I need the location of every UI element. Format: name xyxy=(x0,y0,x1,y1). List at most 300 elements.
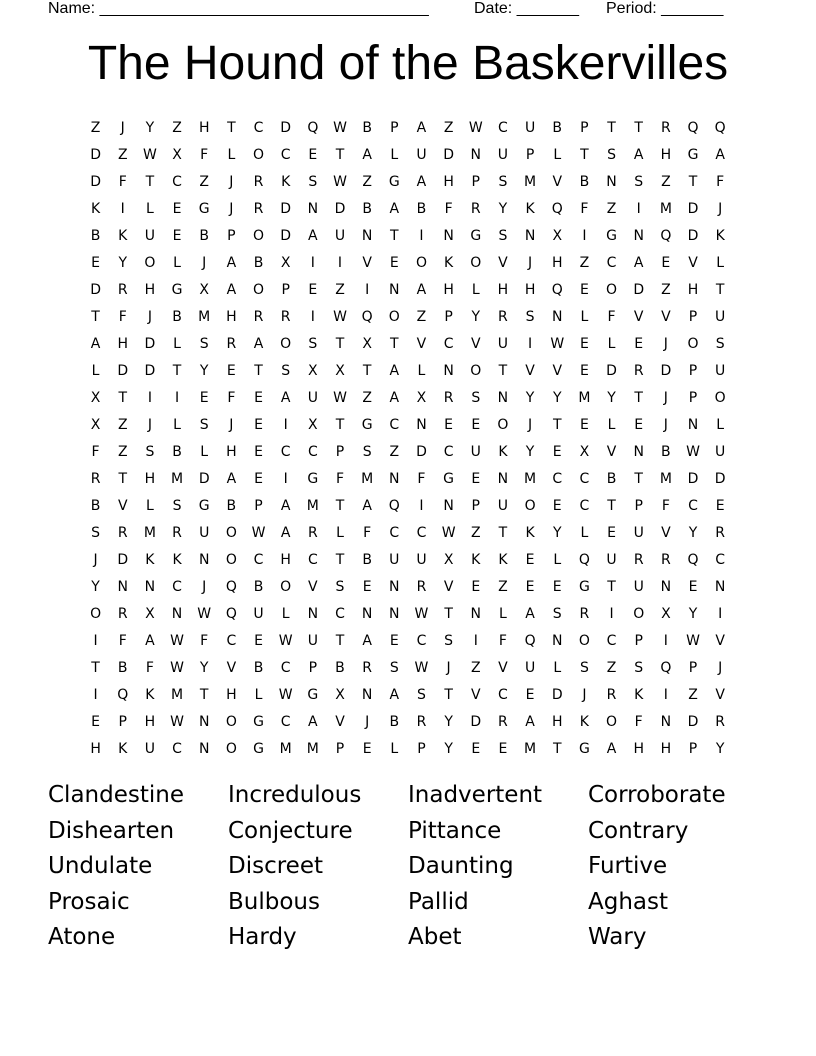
grid-letter[interactable]: F xyxy=(118,308,127,325)
grid-letter[interactable]: T xyxy=(607,119,616,136)
grid-letter[interactable]: J xyxy=(229,200,234,217)
grid-letter[interactable]: I xyxy=(663,686,668,703)
grid-letter[interactable]: U xyxy=(497,146,509,163)
grid-letter[interactable]: P xyxy=(471,497,480,514)
grid-letter[interactable]: V xyxy=(661,524,671,541)
grid-letter[interactable]: S xyxy=(444,632,454,649)
grid-letter[interactable]: L xyxy=(336,524,344,541)
grid-letter[interactable]: F xyxy=(200,632,209,649)
grid-letter[interactable]: C xyxy=(498,686,508,703)
grid-letter[interactable]: E xyxy=(552,497,562,514)
grid-letter[interactable]: U xyxy=(416,551,427,568)
grid-letter[interactable]: P xyxy=(580,119,589,136)
grid-letter[interactable]: Q xyxy=(307,119,319,136)
grid-letter[interactable]: G xyxy=(171,281,183,298)
grid-letter[interactable]: O xyxy=(606,713,618,730)
grid-letter[interactable]: H xyxy=(524,281,536,298)
grid-letter[interactable]: K xyxy=(525,200,535,217)
grid-letter[interactable]: E xyxy=(254,416,263,433)
grid-letter[interactable]: E xyxy=(172,200,182,217)
grid-letter[interactable]: G xyxy=(578,740,590,757)
grid-letter[interactable]: A xyxy=(280,389,291,406)
grid-letter[interactable]: Z xyxy=(606,659,617,676)
grid-letter[interactable]: V xyxy=(443,578,454,595)
grid-letter[interactable]: C xyxy=(579,497,590,514)
grid-letter[interactable]: N xyxy=(389,470,400,487)
grid-letter[interactable]: E xyxy=(254,470,263,487)
grid-letter[interactable]: Q xyxy=(660,659,672,676)
grid-letter[interactable]: E xyxy=(199,389,209,406)
grid-letter[interactable]: L xyxy=(499,605,507,622)
grid-letter[interactable]: C xyxy=(253,119,264,136)
grid-letter[interactable]: Q xyxy=(714,119,726,136)
grid-letter[interactable]: J xyxy=(663,416,668,433)
grid-letter[interactable]: Z xyxy=(470,659,481,676)
grid-letter[interactable]: N xyxy=(198,740,210,757)
grid-letter[interactable]: L xyxy=(145,200,154,217)
grid-letter[interactable]: G xyxy=(307,470,319,487)
grid-letter[interactable]: X xyxy=(416,389,427,406)
grid-letter[interactable]: J xyxy=(202,254,207,271)
grid-letter[interactable]: U xyxy=(633,524,644,541)
grid-letter[interactable]: T xyxy=(498,362,508,379)
grid-letter[interactable]: F xyxy=(335,470,345,487)
grid-letter[interactable]: M xyxy=(279,740,292,757)
grid-letter[interactable]: C xyxy=(443,443,454,460)
grid-letter[interactable]: J xyxy=(365,713,370,730)
grid-letter[interactable]: O xyxy=(225,713,237,730)
grid-letter[interactable]: H xyxy=(226,308,237,325)
grid-letter[interactable]: M xyxy=(143,524,156,541)
grid-letter[interactable]: I xyxy=(419,227,424,244)
grid-letter[interactable]: D xyxy=(144,335,156,352)
grid-letter[interactable]: W xyxy=(170,713,184,730)
grid-letter[interactable]: H xyxy=(144,281,156,298)
grid-letter[interactable]: J xyxy=(582,686,587,703)
grid-letter[interactable]: S xyxy=(579,659,589,676)
grid-letter[interactable]: T xyxy=(634,470,643,487)
grid-letter[interactable]: E xyxy=(91,713,100,730)
grid-letter[interactable]: F xyxy=(607,308,616,325)
grid-letter[interactable]: S xyxy=(715,335,725,352)
grid-letter[interactable]: O xyxy=(578,632,590,649)
grid-letter[interactable]: M xyxy=(659,470,672,487)
grid-letter[interactable]: Y xyxy=(145,119,155,136)
grid-letter[interactable]: O xyxy=(470,362,482,379)
grid-letter[interactable]: P xyxy=(254,497,263,514)
grid-letter[interactable]: R xyxy=(579,605,590,622)
grid-letter[interactable]: I xyxy=(609,605,614,622)
grid-letter[interactable]: Y xyxy=(715,740,725,757)
grid-letter[interactable]: I xyxy=(310,254,315,271)
grid-letter[interactable]: A xyxy=(226,254,237,271)
grid-letter[interactable]: Y xyxy=(118,254,128,271)
grid-letter[interactable]: H xyxy=(280,551,291,568)
grid-letter[interactable]: E xyxy=(525,578,535,595)
grid-letter[interactable]: D xyxy=(687,200,699,217)
grid-letter[interactable]: E xyxy=(226,362,236,379)
grid-letter[interactable]: U xyxy=(334,227,346,244)
grid-letter[interactable]: W xyxy=(278,632,293,649)
grid-letter[interactable]: V xyxy=(552,362,563,379)
grid-letter[interactable]: C xyxy=(307,443,318,460)
grid-letter[interactable]: L xyxy=(173,416,181,433)
grid-letter[interactable]: W xyxy=(333,308,347,325)
grid-letter[interactable]: A xyxy=(389,686,400,703)
grid-letter[interactable]: Y xyxy=(552,524,562,541)
grid-letter[interactable]: D xyxy=(280,119,292,136)
grid-letter[interactable]: B xyxy=(362,200,372,217)
grid-letter[interactable]: Q xyxy=(551,281,563,298)
grid-letter[interactable]: U xyxy=(497,497,509,514)
grid-letter[interactable]: W xyxy=(441,524,456,541)
grid-letter[interactable]: L xyxy=(227,146,236,163)
grid-letter[interactable]: F xyxy=(145,659,154,676)
grid-letter[interactable]: O xyxy=(388,308,400,325)
grid-letter[interactable]: B xyxy=(335,659,345,676)
grid-letter[interactable]: R xyxy=(117,524,128,541)
grid-letter[interactable]: K xyxy=(715,227,725,244)
grid-letter[interactable]: K xyxy=(634,686,644,703)
grid-letter[interactable]: H xyxy=(551,713,563,730)
grid-letter[interactable]: A xyxy=(416,281,427,298)
grid-letter[interactable]: T xyxy=(552,740,562,757)
grid-letter[interactable]: O xyxy=(225,740,237,757)
grid-letter[interactable]: A xyxy=(362,146,372,163)
grid-letter[interactable]: E xyxy=(254,443,263,460)
grid-letter[interactable]: A xyxy=(226,281,237,298)
grid-letter[interactable]: X xyxy=(579,443,590,460)
grid-letter[interactable]: N xyxy=(443,497,454,514)
grid-letter[interactable]: T xyxy=(607,497,616,514)
grid-letter[interactable]: X xyxy=(362,335,372,352)
grid-letter[interactable]: V xyxy=(226,659,237,676)
grid-letter[interactable]: O xyxy=(253,227,265,244)
grid-letter[interactable]: O xyxy=(687,335,699,352)
grid-letter[interactable]: B xyxy=(362,551,372,568)
grid-letter[interactable]: D xyxy=(117,362,129,379)
grid-letter[interactable]: R xyxy=(498,308,508,325)
grid-letter[interactable]: J xyxy=(229,173,234,190)
grid-letter[interactable]: Z xyxy=(172,119,182,136)
grid-letter[interactable]: R xyxy=(660,551,671,568)
grid-letter[interactable]: O xyxy=(524,497,536,514)
grid-letter[interactable]: I xyxy=(174,389,180,406)
grid-letter[interactable]: F xyxy=(444,200,453,217)
grid-letter[interactable]: M xyxy=(524,470,537,487)
grid-letter[interactable]: T xyxy=(118,470,128,487)
grid-letter[interactable]: H xyxy=(660,740,672,757)
grid-letter[interactable]: A xyxy=(308,227,318,244)
grid-letter[interactable]: Z xyxy=(117,443,128,460)
grid-letter[interactable]: U xyxy=(606,551,617,568)
grid-letter[interactable]: R xyxy=(443,389,454,406)
grid-letter[interactable]: A xyxy=(389,362,400,379)
grid-letter[interactable]: R xyxy=(253,308,264,325)
grid-letter[interactable]: N xyxy=(470,146,481,163)
grid-letter[interactable]: B xyxy=(253,578,264,595)
grid-letter[interactable]: O xyxy=(225,524,237,541)
grid-letter[interactable]: E xyxy=(661,254,671,271)
grid-letter[interactable]: E xyxy=(254,389,263,406)
grid-letter[interactable]: B xyxy=(253,254,264,271)
grid-letter[interactable]: D xyxy=(687,470,699,487)
grid-letter[interactable]: H xyxy=(551,254,563,271)
grid-letter[interactable]: T xyxy=(580,146,589,163)
grid-letter[interactable]: F xyxy=(200,146,209,163)
grid-letter[interactable]: K xyxy=(118,227,128,244)
grid-letter[interactable]: O xyxy=(253,146,265,163)
grid-letter[interactable]: C xyxy=(579,470,590,487)
grid-letter[interactable]: W xyxy=(197,605,212,622)
grid-letter[interactable]: T xyxy=(688,173,698,190)
grid-letter[interactable]: R xyxy=(253,173,264,190)
grid-letter[interactable]: S xyxy=(498,227,508,244)
grid-letter[interactable]: F xyxy=(91,443,100,460)
grid-letter[interactable]: R xyxy=(633,362,644,379)
grid-letter[interactable]: T xyxy=(145,173,155,190)
grid-letter[interactable]: M xyxy=(659,200,672,217)
grid-letter[interactable]: E xyxy=(389,254,399,271)
grid-letter[interactable]: Y xyxy=(199,362,209,379)
grid-letter[interactable]: R xyxy=(307,524,318,541)
grid-letter[interactable]: L xyxy=(145,497,154,514)
grid-letter[interactable]: I xyxy=(147,389,152,406)
grid-letter[interactable]: U xyxy=(524,119,536,136)
grid-letter[interactable]: G xyxy=(198,200,210,217)
grid-letter[interactable]: L xyxy=(580,308,589,325)
grid-letter[interactable]: N xyxy=(117,578,128,595)
grid-letter[interactable]: L xyxy=(553,659,562,676)
grid-letter[interactable]: H xyxy=(443,173,454,190)
grid-letter[interactable]: N xyxy=(198,551,210,568)
grid-letter[interactable]: C xyxy=(498,119,508,136)
grid-letter[interactable]: N xyxy=(497,389,509,406)
grid-letter[interactable]: C xyxy=(172,173,182,190)
grid-letter[interactable]: H xyxy=(117,335,128,352)
grid-letter[interactable]: Y xyxy=(91,578,100,595)
grid-letter[interactable]: K xyxy=(579,713,589,730)
grid-letter[interactable]: E xyxy=(579,362,589,379)
grid-letter[interactable]: B xyxy=(117,659,128,676)
grid-letter[interactable]: V xyxy=(416,335,427,352)
grid-letter[interactable]: S xyxy=(362,443,372,460)
grid-letter[interactable]: L xyxy=(200,443,209,460)
grid-letter[interactable]: B xyxy=(661,443,671,460)
grid-letter[interactable]: Q xyxy=(225,578,237,595)
grid-letter[interactable]: N xyxy=(171,605,183,622)
grid-letter[interactable]: V xyxy=(715,686,725,703)
grid-letter[interactable]: R xyxy=(715,524,726,541)
grid-letter[interactable]: J xyxy=(663,389,668,406)
grid-letter[interactable]: P xyxy=(525,146,535,163)
grid-letter[interactable]: F xyxy=(118,173,127,190)
grid-letter[interactable]: W xyxy=(278,686,293,703)
grid-letter[interactable]: Q xyxy=(117,686,129,703)
grid-letter[interactable]: L xyxy=(607,416,616,433)
grid-letter[interactable]: E xyxy=(362,578,372,595)
grid-letter[interactable]: D xyxy=(633,281,645,298)
grid-letter[interactable]: I xyxy=(582,227,587,244)
name-field[interactable]: Name: _____________________________________ xyxy=(48,0,429,17)
grid-letter[interactable]: S xyxy=(607,146,616,163)
grid-letter[interactable]: Z xyxy=(199,173,209,190)
grid-letter[interactable]: W xyxy=(414,605,429,622)
grid-letter[interactable]: V xyxy=(335,713,345,730)
grid-letter[interactable]: E xyxy=(579,281,589,298)
grid-letter[interactable]: C xyxy=(416,632,427,649)
grid-letter[interactable]: Y xyxy=(525,389,535,406)
grid-letter[interactable]: C xyxy=(280,713,291,730)
grid-letter[interactable]: O xyxy=(253,281,265,298)
grid-letter[interactable]: P xyxy=(634,632,643,649)
grid-letter[interactable]: G xyxy=(443,470,455,487)
grid-letter[interactable]: X xyxy=(308,416,318,433)
grid-letter[interactable]: K xyxy=(498,551,508,568)
grid-letter[interactable]: V xyxy=(661,308,671,325)
grid-letter[interactable]: A xyxy=(226,470,237,487)
grid-letter[interactable]: Q xyxy=(225,605,237,622)
grid-letter[interactable]: N xyxy=(497,470,509,487)
grid-letter[interactable]: B xyxy=(172,443,182,460)
grid-letter[interactable]: T xyxy=(634,389,643,406)
grid-letter[interactable]: I xyxy=(365,281,370,298)
grid-letter[interactable]: I xyxy=(528,335,533,352)
grid-letter[interactable]: D xyxy=(90,281,101,298)
grid-letter[interactable]: E xyxy=(525,686,535,703)
grid-letter[interactable]: I xyxy=(283,470,288,487)
grid-letter[interactable]: V xyxy=(362,254,372,271)
grid-letter[interactable]: M xyxy=(306,740,319,757)
grid-letter[interactable]: D xyxy=(551,686,563,703)
grid-letter[interactable]: E xyxy=(471,416,481,433)
grid-letter[interactable]: K xyxy=(145,551,155,568)
grid-letter[interactable]: C xyxy=(307,551,318,568)
grid-letter[interactable]: X xyxy=(172,146,182,163)
grid-letter[interactable]: Y xyxy=(552,389,562,406)
grid-letter[interactable]: R xyxy=(606,686,617,703)
grid-letter[interactable]: Z xyxy=(362,173,372,190)
grid-letter[interactable]: H xyxy=(226,686,237,703)
period-field[interactable]: Period: _______ xyxy=(606,0,724,17)
grid-letter[interactable]: N xyxy=(361,605,373,622)
grid-letter[interactable]: I xyxy=(93,632,98,649)
grid-letter[interactable]: B xyxy=(226,497,237,514)
grid-letter[interactable]: O xyxy=(280,578,292,595)
grid-letter[interactable]: C xyxy=(416,524,427,541)
grid-letter[interactable]: E xyxy=(254,632,263,649)
grid-letter[interactable]: G xyxy=(198,497,210,514)
grid-letter[interactable]: O xyxy=(606,281,618,298)
grid-letter[interactable]: O xyxy=(497,416,509,433)
grid-letter[interactable]: D xyxy=(144,362,156,379)
grid-letter[interactable]: U xyxy=(633,578,644,595)
grid-letter[interactable]: R xyxy=(470,200,481,217)
grid-letter[interactable]: E xyxy=(308,146,318,163)
grid-letter[interactable]: L xyxy=(91,362,100,379)
grid-letter[interactable]: K xyxy=(444,254,454,271)
grid-letter[interactable]: U xyxy=(715,362,726,379)
grid-letter[interactable]: B xyxy=(606,470,617,487)
grid-letter[interactable]: P xyxy=(118,713,127,730)
grid-letter[interactable]: V xyxy=(525,362,535,379)
grid-letter[interactable]: X xyxy=(145,605,155,622)
grid-letter[interactable]: B xyxy=(416,200,427,217)
grid-letter[interactable]: D xyxy=(470,713,482,730)
grid-letter[interactable]: M xyxy=(171,686,184,703)
grid-letter[interactable]: D xyxy=(117,551,129,568)
grid-letter[interactable]: U xyxy=(715,443,726,460)
grid-letter[interactable]: T xyxy=(118,389,128,406)
grid-letter[interactable]: E xyxy=(525,551,535,568)
grid-letter[interactable]: L xyxy=(553,146,562,163)
grid-letter[interactable]: E xyxy=(634,416,644,433)
grid-letter[interactable]: E xyxy=(91,254,100,271)
grid-letter[interactable]: U xyxy=(524,659,536,676)
grid-letter[interactable]: N xyxy=(389,578,400,595)
grid-letter[interactable]: X xyxy=(335,686,345,703)
grid-letter[interactable]: Z xyxy=(416,308,427,325)
grid-letter[interactable]: T xyxy=(607,578,616,595)
grid-letter[interactable]: X xyxy=(443,551,454,568)
grid-letter[interactable]: E xyxy=(715,497,725,514)
grid-letter[interactable]: Z xyxy=(661,281,671,298)
grid-letter[interactable]: U xyxy=(253,605,264,622)
grid-letter[interactable]: K xyxy=(172,551,182,568)
grid-letter[interactable]: A xyxy=(525,713,535,730)
grid-letter[interactable]: Q xyxy=(687,551,699,568)
grid-letter[interactable]: G xyxy=(687,146,699,163)
grid-letter[interactable]: W xyxy=(170,632,184,649)
grid-letter[interactable]: V xyxy=(498,659,508,676)
grid-letter[interactable]: C xyxy=(253,551,264,568)
grid-letter[interactable]: Y xyxy=(444,713,453,730)
grid-letter[interactable]: N xyxy=(416,416,427,433)
grid-letter[interactable]: R xyxy=(660,119,671,136)
grid-letter[interactable]: B xyxy=(579,173,590,190)
grid-letter[interactable]: P xyxy=(227,227,236,244)
grid-letter[interactable]: V xyxy=(715,632,725,649)
grid-letter[interactable]: E xyxy=(471,740,481,757)
grid-letter[interactable]: E xyxy=(688,578,698,595)
grid-letter[interactable]: O xyxy=(144,254,156,271)
grid-letter[interactable]: T xyxy=(390,227,399,244)
grid-letter[interactable]: Q xyxy=(388,497,400,514)
grid-letter[interactable]: P xyxy=(335,740,345,757)
grid-letter[interactable]: D xyxy=(687,227,699,244)
grid-letter[interactable]: X xyxy=(280,254,291,271)
grid-letter[interactable]: B xyxy=(389,713,400,730)
grid-letter[interactable]: I xyxy=(283,416,288,433)
grid-letter[interactable]: S xyxy=(199,416,209,433)
grid-letter[interactable]: V xyxy=(606,443,617,460)
grid-letter[interactable]: R xyxy=(498,713,508,730)
grid-letter[interactable]: T xyxy=(715,281,725,298)
grid-letter[interactable]: X xyxy=(90,389,101,406)
grid-letter[interactable]: U xyxy=(307,389,318,406)
grid-letter[interactable]: E xyxy=(634,335,644,352)
grid-letter[interactable]: A xyxy=(416,173,427,190)
grid-letter[interactable]: Q xyxy=(551,200,563,217)
grid-letter[interactable]: S xyxy=(91,524,101,541)
grid-letter[interactable]: H xyxy=(687,281,699,298)
grid-letter[interactable]: X xyxy=(552,227,563,244)
grid-letter[interactable]: Z xyxy=(117,146,128,163)
grid-letter[interactable]: E xyxy=(444,416,454,433)
grid-letter[interactable]: U xyxy=(389,551,400,568)
grid-letter[interactable]: N xyxy=(633,227,644,244)
grid-letter[interactable]: F xyxy=(417,470,426,487)
